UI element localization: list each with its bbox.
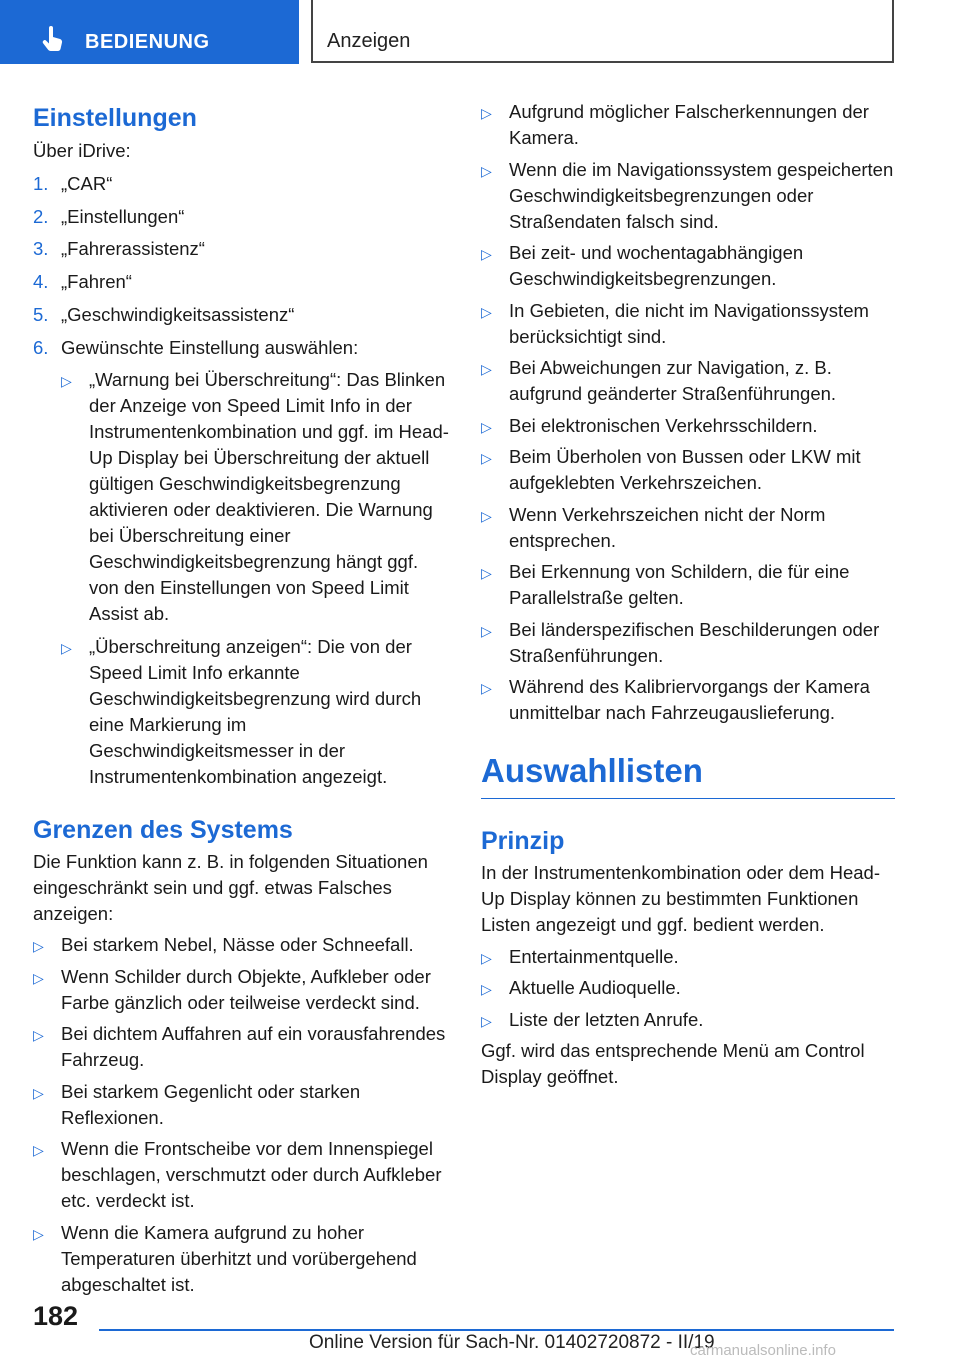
limit-bullet-text: Bei elektronischen Verkehrsschildern.: [509, 414, 818, 436]
limit-bullet-item: [481, 355, 895, 407]
step-item: [33, 302, 449, 328]
limit-bullet-text: Wenn die Frontscheibe vor dem Innenspiegel beschlagen, verschmutzt oder durch Aufkleber etc. verdeckt ist.: [61, 1138, 442, 1212]
limit-bullet-text: Bei Erkennung von Schildern, die für eine Parallelstraße gelten.: [509, 561, 850, 608]
settings-heading: Einstellungen: [33, 104, 197, 132]
principle-bullet-item: [481, 975, 895, 1001]
triangle-bullet-icon: ▷: [33, 1142, 44, 1159]
step-text: „Fahrerassistenz“: [61, 238, 205, 260]
header-page-title: Anzeigen: [327, 30, 411, 52]
limit-bullet-text: Bei dichtem Auffahren auf ein vorausfahrendes Fahrzeug.: [61, 1023, 446, 1071]
header-section-tab: [0, 0, 299, 64]
step-item: [33, 171, 449, 197]
left-column: [33, 100, 449, 1298]
triangle-bullet-icon: ▷: [481, 565, 492, 581]
limit-bullet-item: [481, 502, 895, 554]
triangle-bullet-icon: ▷: [61, 639, 72, 656]
triangle-bullet-icon: ▷: [481, 622, 492, 639]
right-column: [481, 100, 895, 1090]
triangle-bullet-icon: ▷: [481, 303, 492, 320]
triangle-bullet-icon: ▷: [481, 680, 492, 696]
chapter-heading: Auswahllisten: [481, 752, 703, 789]
limit-bullet-text: Wenn die Kamera aufgrund zu hoher Temperaturen überhitzt und vorübergehend abgeschaltet ist.: [61, 1221, 417, 1295]
principle-bullet-text: Entertainmentquelle.: [509, 945, 679, 967]
principle-outro: Ggf. wird das entsprechende Menü am Control Display geöffnet.: [481, 1039, 865, 1087]
limit-bullet-item: [481, 298, 895, 350]
triangle-bullet-icon: ▷: [33, 1225, 44, 1242]
triangle-bullet-icon: ▷: [481, 981, 492, 997]
limit-bullet-item: [33, 964, 449, 1016]
limit-bullet-item: [481, 559, 895, 611]
limit-bullet-item: [481, 617, 895, 669]
step-text: „CAR“: [61, 172, 113, 194]
footer-online-version: Online Version für Sach-Nr. 01402720872 - II/19: [309, 1332, 715, 1353]
limits-continued-bullets: [481, 99, 895, 726]
limit-bullet-text: Wenn Verkehrszeichen nicht der Norm entsprechen.: [509, 503, 826, 551]
principle-intro: In der Instrumentenkombination oder dem Head-Up Display können zu bestimmten Funktionen Listen angezeigt und ggf. bedient werden.: [481, 862, 880, 935]
sub-bullet-text: „Warnung bei Überschreitung“: Das Blinken der Anzeige von Speed Limit Info in der Instrumentenkombination und ggf. im Head-Up Display bei Überschreitung der aktuell gültigen Geschwindigkeitsbegrenzung aktivieren oder deaktivieren. Die Warnung bei Überschreitung einer Geschwindigkeitsbegrenzung hängt ggf. von den Einstellungen von Speed Limit Assist ab.: [89, 368, 449, 624]
triangle-bullet-icon: ▷: [33, 938, 44, 955]
step-item: [33, 335, 449, 790]
limit-bullet-item: [33, 1136, 449, 1214]
triangle-bullet-icon: ▷: [33, 969, 44, 986]
triangle-bullet-icon: ▷: [481, 507, 492, 524]
triangle-bullet-icon: ▷: [33, 1084, 44, 1101]
triangle-bullet-icon: ▷: [481, 361, 492, 377]
step-number: 3.: [33, 238, 49, 260]
step-number: 4.: [33, 271, 49, 293]
principle-bullet-text: Aktuelle Audioquelle.: [509, 977, 681, 998]
principle-heading: Prinzip: [481, 827, 565, 855]
triangle-bullet-icon: ▷: [481, 949, 492, 966]
triangle-bullet-icon: ▷: [481, 1012, 492, 1029]
limit-bullet-item: [481, 444, 895, 496]
limit-bullet-item: [481, 674, 895, 726]
triangle-bullet-icon: ▷: [61, 372, 72, 389]
step-item: [33, 204, 449, 230]
header-section-label: BEDIENUNG: [85, 31, 210, 53]
step-text: „Fahren“: [61, 271, 132, 293]
limit-bullet-item: [481, 413, 895, 439]
step-number: 1.: [33, 172, 49, 194]
watermark-text: carmanualsonline.info: [690, 1342, 836, 1359]
step-number: 2.: [33, 205, 49, 227]
limit-bullet-item: [33, 1079, 449, 1131]
limit-bullet-text: Bei zeit- und wochentagabhängigen Geschwindigkeitsbegrenzungen.: [509, 242, 804, 289]
step-number: 5.: [33, 303, 49, 325]
principle-bullet-text: Liste der letzten Anrufe.: [509, 1008, 704, 1030]
limit-bullet-item: [481, 99, 895, 151]
hand-pointer-icon: [40, 26, 66, 52]
step-item: [33, 269, 449, 295]
settings-sub-bullets: [61, 367, 449, 790]
limit-bullet-text: Bei starkem Gegenlicht oder starken Reflexionen.: [61, 1080, 361, 1128]
limit-bullet-item: [481, 157, 895, 235]
sub-bullet-item: [61, 634, 449, 790]
settings-steps: [33, 171, 449, 790]
limit-bullet-text: Bei länderspezifischen Beschilderungen oder Straßenführungen.: [509, 618, 880, 666]
principle-bullet-item: [481, 1007, 895, 1033]
sub-bullet-item: [61, 367, 449, 627]
triangle-bullet-icon: ▷: [33, 1027, 44, 1044]
principle-bullets: [481, 944, 895, 1033]
triangle-bullet-icon: ▷: [481, 105, 492, 121]
triangle-bullet-icon: ▷: [481, 246, 492, 262]
step-item: [33, 236, 449, 262]
limit-bullet-item: [481, 240, 895, 292]
limits-intro: Die Funktion kann z. B. in folgenden Situationen eingeschränkt sein und ggf. etwas Falsches anzeigen:: [33, 850, 428, 924]
triangle-bullet-icon: ▷: [481, 450, 492, 466]
header-title-box: [311, 0, 894, 63]
sub-bullet-text: „Überschreitung anzeigen“: Die von der Speed Limit Info erkannte Geschwindigkeitsbegrenzung wird durch eine Markierung im Geschwindigkeitsmesser in der Instrumentenkombination angezeigt.: [89, 635, 422, 787]
step-text: „Geschwindigkeitsassistenz“: [61, 303, 295, 325]
limit-bullet-item: [33, 1220, 449, 1298]
limit-bullet-text: In Gebieten, die nicht im Navigationssystem berücksichtigt sind.: [509, 299, 869, 347]
step-text: Gewünschte Einstellung auswählen:: [61, 336, 359, 358]
limit-bullet-text: Bei Abweichungen zur Navigation, z. B. aufgrund geänderter Straßenführungen.: [509, 357, 837, 404]
chapter-divider: [481, 798, 895, 799]
limit-bullet-text: Während des Kalibriervorgangs der Kamera unmittelbar nach Fahrzeugauslieferung.: [509, 676, 870, 723]
limits-heading: Grenzen des Systems: [33, 815, 293, 844]
triangle-bullet-icon: ▷: [481, 162, 492, 179]
limit-bullet-text: Wenn Schilder durch Objekte, Aufkleber oder Farbe gänzlich oder teilweise verdeckt sind.: [61, 965, 431, 1013]
limit-bullet-item: [33, 932, 449, 958]
page-number: 182: [33, 1301, 79, 1331]
settings-intro: Über iDrive:: [33, 140, 131, 161]
limit-bullet-item: [33, 1021, 449, 1073]
limit-bullet-text: Aufgrund möglicher Falscherkennungen der Kamera.: [509, 101, 869, 148]
principle-bullet-item: [481, 944, 895, 970]
limit-bullet-text: Wenn die im Navigationssystem gespeicherten Geschwindigkeitsbegrenzungen oder Straßendaten falsch sind.: [509, 158, 894, 232]
limit-bullet-text: Bei starkem Nebel, Nässe oder Schneefall.: [61, 934, 414, 956]
limit-bullet-text: Beim Überholen von Bussen oder LKW mit aufgeklebten Verkehrszeichen.: [509, 446, 861, 493]
step-number: 6.: [33, 336, 49, 358]
step-text: „Einstellungen“: [61, 205, 185, 227]
triangle-bullet-icon: ▷: [481, 418, 492, 435]
limits-bullets: [33, 932, 449, 1298]
